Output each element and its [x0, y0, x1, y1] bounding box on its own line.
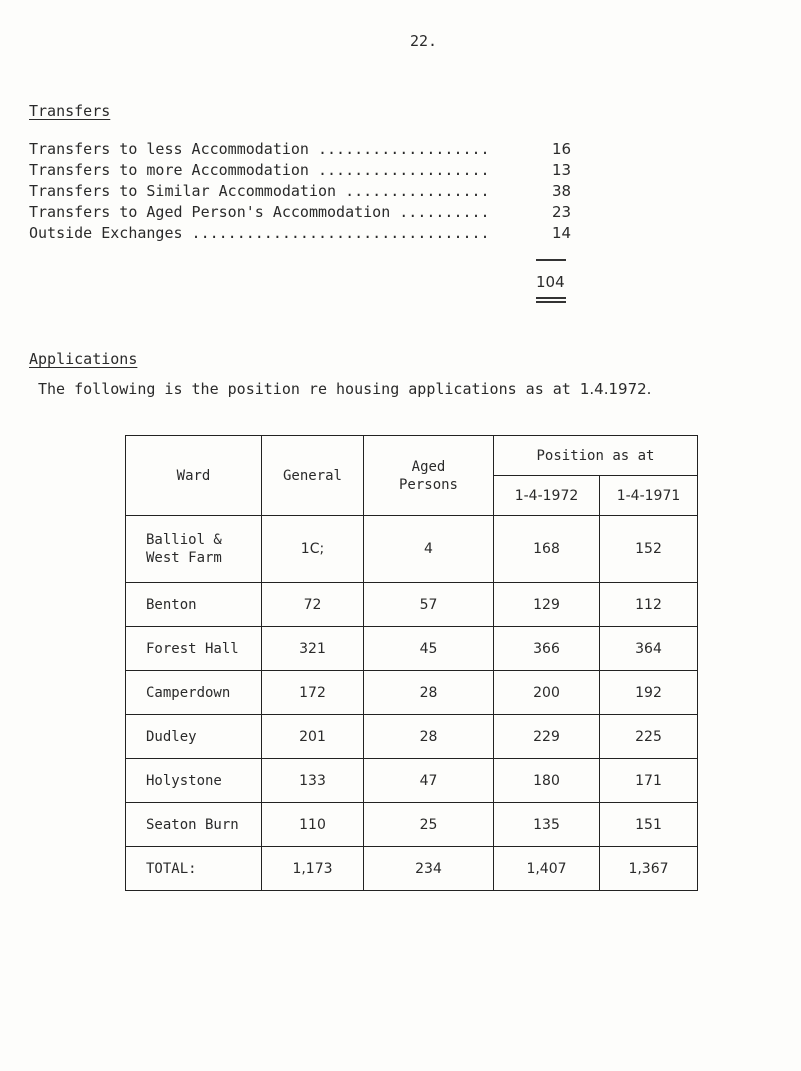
applications-intro — [38, 380, 651, 398]
transfer-label: Transfers to Similar Accommodation ................ — [29, 182, 490, 200]
general-cell: 72 — [262, 583, 364, 627]
transfer-value: 14 — [552, 224, 572, 242]
transfer-value: 38 — [552, 182, 572, 200]
ward-cell: Dudley — [126, 715, 262, 759]
table-row — [126, 715, 698, 759]
transfer-row — [29, 224, 589, 244]
transfer-row — [29, 203, 589, 223]
pos1971-cell: 1,367 — [600, 847, 698, 891]
pos1971-cell: 152 — [600, 516, 698, 583]
general-cell: 133 — [262, 759, 364, 803]
pos1972-cell: 168 — [494, 516, 600, 583]
applications-table — [125, 435, 698, 891]
ward-cell — [126, 516, 262, 583]
transfer-label: Transfers to more Accommodation ................... — [29, 161, 490, 179]
pos1972-cell: 129 — [494, 583, 600, 627]
pos1972-cell: 229 — [494, 715, 600, 759]
transfer-value: 13 — [552, 161, 572, 179]
pos1971-cell: 192 — [600, 671, 698, 715]
header-aged-persons — [364, 436, 494, 516]
transfer-label: Transfers to less Accommodation ................... — [29, 140, 490, 158]
pos1972-cell: 366 — [494, 627, 600, 671]
table-row-total — [126, 847, 698, 891]
ward-cell: Camperdown — [126, 671, 262, 715]
transfer-value: 16 — [552, 140, 572, 158]
table-row — [126, 583, 698, 627]
intro-text: The following is the position re housing applications as at — [38, 380, 571, 398]
ward-name: Balliol & West Farm — [146, 532, 222, 566]
transfer-row — [29, 140, 589, 160]
pos1971-cell: 151 — [600, 803, 698, 847]
pos1971-cell: 112 — [600, 583, 698, 627]
transfer-label: Outside Exchanges ................................. — [29, 224, 490, 242]
general-cell: 321 — [262, 627, 364, 671]
general-cell: 172 — [262, 671, 364, 715]
pos1971-cell: 364 — [600, 627, 698, 671]
header-position: Position as at — [494, 436, 698, 476]
pos1972-cell: 180 — [494, 759, 600, 803]
header-aged-label: Aged Persons — [398, 458, 458, 493]
ward-cell: Forest Hall — [126, 627, 262, 671]
subtotal-rule — [536, 259, 566, 261]
applications-heading: Applications — [29, 350, 138, 368]
ward-cell: Holystone — [126, 759, 262, 803]
intro-date: 1.4.1972. — [579, 380, 652, 398]
transfers-total: 104 — [536, 273, 565, 291]
header-date-1971: 1-4-1971 — [600, 476, 698, 516]
general-cell: 1,173 — [262, 847, 364, 891]
aged-cell: 47 — [364, 759, 494, 803]
aged-cell: 45 — [364, 627, 494, 671]
general-cell: 201 — [262, 715, 364, 759]
aged-cell: 25 — [364, 803, 494, 847]
double-rule-top — [536, 297, 566, 299]
aged-cell: 4 — [364, 516, 494, 583]
header-ward: Ward — [126, 436, 262, 516]
table-row — [126, 627, 698, 671]
general-cell: 110 — [262, 803, 364, 847]
ward-cell: TOTAL: — [126, 847, 262, 891]
header-general: General — [262, 436, 364, 516]
general-cell: 1C; — [262, 516, 364, 583]
pos1971-cell: 225 — [600, 715, 698, 759]
aged-cell: 28 — [364, 715, 494, 759]
pos1972-cell: 200 — [494, 671, 600, 715]
pos1972-cell: 135 — [494, 803, 600, 847]
transfer-label: Transfers to Aged Person's Accommodation .......... — [29, 203, 490, 221]
aged-cell: 57 — [364, 583, 494, 627]
page-number: 22. — [410, 32, 438, 50]
ward-cell: Benton — [126, 583, 262, 627]
aged-cell: 234 — [364, 847, 494, 891]
transfers-heading: Transfers — [29, 102, 111, 120]
pos1971-cell: 171 — [600, 759, 698, 803]
table-row — [126, 759, 698, 803]
transfer-value: 23 — [552, 203, 572, 221]
aged-cell: 28 — [364, 671, 494, 715]
table-row — [126, 803, 698, 847]
pos1972-cell: 1,407 — [494, 847, 600, 891]
table-row — [126, 516, 698, 583]
double-rule-bottom — [536, 301, 566, 303]
transfer-row — [29, 161, 589, 181]
table-row — [126, 671, 698, 715]
ward-cell: Seaton Burn — [126, 803, 262, 847]
header-date-1972: 1-4-1972 — [494, 476, 600, 516]
transfer-row — [29, 182, 589, 202]
